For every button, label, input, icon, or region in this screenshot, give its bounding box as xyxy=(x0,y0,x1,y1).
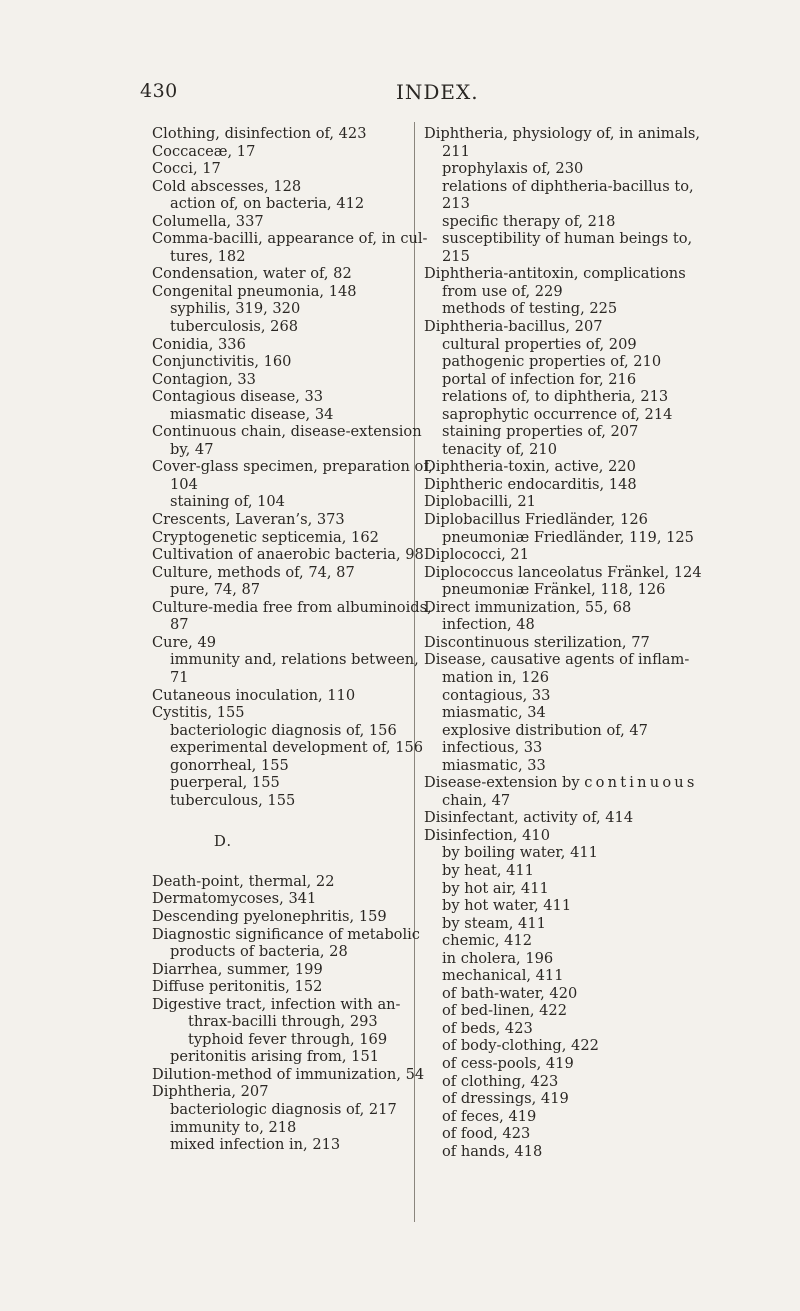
entry-text: Cold abscesses, 128 xyxy=(152,177,302,195)
index-subentry xyxy=(424,669,754,687)
index-entry xyxy=(424,125,754,143)
index-entry xyxy=(152,687,464,705)
entry-text: tenacity of, 210 xyxy=(442,440,557,458)
index-entry xyxy=(152,160,464,178)
index-subentry xyxy=(152,757,464,775)
index-entry xyxy=(152,873,464,891)
entry-text: Columella, 337 xyxy=(152,212,264,230)
index-subentry xyxy=(152,1013,464,1031)
entry-text: Condensation, water of, 82 xyxy=(152,265,352,283)
entry-text: by steam, 411 xyxy=(442,914,546,932)
index-entry xyxy=(424,511,754,529)
section-letter-d: D. xyxy=(213,832,233,851)
entry-text: action of, on bacteria, 412 xyxy=(170,195,365,213)
index-entry xyxy=(424,318,754,336)
entry-text: peritonitis arising from, 151 xyxy=(170,1048,380,1066)
entry-text: Continuous chain, disease-extension xyxy=(152,423,422,441)
index-subentry xyxy=(424,932,754,950)
entry-text: Cutaneous inoculation, 110 xyxy=(152,686,356,704)
index-subentry xyxy=(152,669,464,687)
index-subentry xyxy=(424,213,754,231)
entry-text: Comma-bacilli, appearance of, in cul- xyxy=(152,230,428,248)
index-entry xyxy=(424,265,754,283)
index-subentry xyxy=(424,388,754,406)
page-number: 430 xyxy=(140,80,178,102)
entry-text: Dermatomycoses, 341 xyxy=(152,890,317,908)
entry-text: mation in, 126 xyxy=(442,668,550,686)
index-entry xyxy=(424,546,754,564)
entry-text: Cure, 49 xyxy=(152,633,217,651)
index-subentry xyxy=(424,757,754,775)
entry-text: Discontinuous sterilization, 77 xyxy=(424,633,650,651)
entry-text: Diphtheria-antitoxin, complications xyxy=(424,265,686,283)
entry-text: Direct immunization, 55, 68 xyxy=(424,598,632,616)
index-subentry xyxy=(152,722,464,740)
entry-text: portal of infection for, 216 xyxy=(442,370,637,388)
entry-text: Dilution-method of immunization, 54 xyxy=(152,1065,425,1083)
index-subentry xyxy=(424,967,754,985)
entry-text-spaced: continuous xyxy=(584,774,698,792)
index-subentry xyxy=(424,353,754,371)
index-subentry xyxy=(424,178,754,196)
index-entry xyxy=(424,651,754,669)
entry-text: Culture, methods of, 74, 87 xyxy=(152,563,355,581)
entry-text: Diplobacillus Friedländer, 126 xyxy=(424,511,648,529)
entry-text: by boiling water, 411 xyxy=(442,844,598,862)
entry-text: tures, 182 xyxy=(170,247,246,265)
entry-text: cultural properties of, 209 xyxy=(442,335,637,353)
index-subentry xyxy=(424,950,754,968)
index-subentry xyxy=(424,300,754,318)
entry-text: contagious, 33 xyxy=(442,686,551,704)
entry-text: Disinfectant, activity of, 414 xyxy=(424,809,634,827)
index-subentry xyxy=(152,943,464,961)
index-entry xyxy=(152,143,464,161)
entry-text: of bed-linen, 422 xyxy=(442,1002,567,1020)
entry-text: pathogenic properties of, 210 xyxy=(442,353,662,371)
entry-text: products of bacteria, 28 xyxy=(170,943,348,961)
entry-text: Diphtheria-toxin, active, 220 xyxy=(424,458,636,476)
index-subentry xyxy=(424,897,754,915)
entry-text: tuberculous, 155 xyxy=(170,791,296,809)
index-subentry xyxy=(152,1101,464,1119)
entry-text: mixed infection in, 213 xyxy=(170,1136,341,1154)
index-subentry xyxy=(424,529,754,547)
index-subentry xyxy=(424,880,754,898)
index-subentry xyxy=(424,792,754,810)
entry-text: of clothing, 423 xyxy=(442,1072,559,1090)
entry-text: Diphtheria-bacillus, 207 xyxy=(424,318,603,336)
index-subentry xyxy=(152,1119,464,1137)
index-entry xyxy=(424,599,754,617)
entry-text: Clothing, disinfection of, 423 xyxy=(152,125,367,142)
entry-text: Conidia, 336 xyxy=(152,335,246,353)
entry-text: by hot air, 411 xyxy=(442,879,549,897)
entry-text: of hands, 418 xyxy=(442,1142,543,1160)
entry-text: puerperal, 155 xyxy=(170,774,280,792)
index-entry xyxy=(152,634,464,652)
entry-text: Diplococci, 21 xyxy=(424,546,529,564)
index-entry xyxy=(424,476,754,494)
index-subentry xyxy=(424,336,754,354)
entry-text: of feces, 419 xyxy=(442,1107,537,1125)
index-subentry xyxy=(424,862,754,880)
index-entry xyxy=(424,809,754,827)
entry-text: Disinfection, 410 xyxy=(424,826,550,844)
index-subentry xyxy=(152,493,464,511)
index-entry xyxy=(152,908,464,926)
entry-text: pneumoniæ Fränkel, 118, 126 xyxy=(442,581,666,599)
index-subentry xyxy=(152,581,464,599)
entry-text: Cultivation of anaerobic bacteria, 98 xyxy=(152,546,424,564)
index-subentry xyxy=(424,1108,754,1126)
entries-c xyxy=(152,125,464,809)
entry-text: 71 xyxy=(170,668,189,686)
index-entry xyxy=(152,926,464,944)
index-subentry xyxy=(424,406,754,424)
index-entry xyxy=(152,125,464,143)
index-entry xyxy=(152,353,464,371)
index-entry xyxy=(152,599,464,617)
entry-text: tuberculosis, 268 xyxy=(170,318,299,336)
index-subentry xyxy=(424,143,754,161)
entry-text: Diplobacilli, 21 xyxy=(424,493,536,511)
index-subentry xyxy=(424,1037,754,1055)
entry-text: Diplococcus lanceolatus Fränkel, 124 xyxy=(424,563,702,581)
index-entry xyxy=(152,996,464,1014)
entry-text: chemic, 412 xyxy=(442,932,533,950)
index-entry xyxy=(152,265,464,283)
index-entry xyxy=(152,458,464,476)
entry-text: Disease-extension by xyxy=(424,774,580,792)
index-subentry xyxy=(424,248,754,266)
entry-text: Diagnostic significance of metabolic xyxy=(152,925,420,943)
entry-text: Cocci, 17 xyxy=(152,160,221,178)
index-subentry xyxy=(152,476,464,494)
index-subentry xyxy=(152,406,464,424)
entry-text: by heat, 411 xyxy=(442,861,534,879)
entry-text: Coccaceæ, 17 xyxy=(152,142,256,160)
index-entry xyxy=(152,564,464,582)
entry-text: by, 47 xyxy=(170,440,214,458)
index-subentry xyxy=(424,1020,754,1038)
entry-text: chain, 47 xyxy=(442,791,511,809)
index-subentry xyxy=(152,441,464,459)
entry-text: 215 xyxy=(442,247,470,265)
entry-text: infection, 48 xyxy=(442,616,535,634)
entry-text: Disease, causative agents of inflam- xyxy=(424,651,690,669)
index-subentry xyxy=(152,792,464,810)
index-subentry xyxy=(424,844,754,862)
entry-text: saprophytic occurrence of, 214 xyxy=(442,405,673,423)
entry-text: of bath-water, 420 xyxy=(442,984,578,1002)
index-entry xyxy=(152,388,464,406)
entry-text: of body-clothing, 422 xyxy=(442,1037,599,1055)
index-entry xyxy=(152,978,464,996)
index-subentry xyxy=(152,616,464,634)
entry-text: Diphtheria, 207 xyxy=(152,1083,269,1101)
entry-text: 211 xyxy=(442,142,470,160)
index-entry xyxy=(152,1066,464,1084)
entry-text: in cholera, 196 xyxy=(442,949,554,967)
entry-text: Cystitis, 155 xyxy=(152,704,245,722)
entry-text: 104 xyxy=(170,475,198,493)
entry-text: Diphtheric endocarditis, 148 xyxy=(424,475,637,493)
entry-text: typhoid fever through, 169 xyxy=(188,1030,388,1048)
entry-text: relations of, to diphtheria, 213 xyxy=(442,388,669,406)
index-entry xyxy=(424,827,754,845)
entries-right xyxy=(424,125,754,1160)
index-entry xyxy=(424,774,754,792)
index-entry xyxy=(152,1083,464,1101)
index-entry xyxy=(152,213,464,231)
index-entry xyxy=(424,493,754,511)
index-subentry xyxy=(424,616,754,634)
index-entry xyxy=(152,230,464,248)
entry-text: Contagious disease, 33 xyxy=(152,388,324,406)
index-subentry xyxy=(424,1125,754,1143)
entry-text: miasmatic, 34 xyxy=(442,704,546,722)
entry-text: pneumoniæ Friedländer, 119, 125 xyxy=(442,528,694,546)
entry-text: methods of testing, 225 xyxy=(442,300,618,318)
entry-text: 87 xyxy=(170,616,189,634)
entry-text: thrax-bacilli through, 293 xyxy=(188,1013,378,1031)
entry-text: Contagion, 33 xyxy=(152,370,256,388)
index-subentry xyxy=(152,774,464,792)
index-subentry xyxy=(424,739,754,757)
index-entry xyxy=(152,283,464,301)
entry-text: susceptibility of human beings to, xyxy=(442,230,693,248)
index-entry xyxy=(152,529,464,547)
index-subentry xyxy=(152,1136,464,1154)
index-subentry xyxy=(152,318,464,336)
index-subentry xyxy=(424,581,754,599)
index-subentry xyxy=(424,230,754,248)
entry-text: immunity and, relations between, xyxy=(170,651,419,669)
index-subentry xyxy=(424,704,754,722)
index-subentry xyxy=(152,300,464,318)
index-subentry xyxy=(424,195,754,213)
entry-text: infectious, 33 xyxy=(442,739,543,757)
index-subentry xyxy=(424,371,754,389)
entry-text: pure, 74, 87 xyxy=(170,581,261,599)
index-subentry xyxy=(424,1002,754,1020)
entry-text: staining of, 104 xyxy=(170,493,285,511)
index-entry xyxy=(152,961,464,979)
index-entry xyxy=(424,458,754,476)
entry-text: 213 xyxy=(442,195,470,213)
entry-text: mechanical, 411 xyxy=(442,967,564,985)
index-subentry xyxy=(424,687,754,705)
index-subentry xyxy=(424,1143,754,1161)
entry-text: experimental development of, 156 xyxy=(170,739,424,757)
index-subentry xyxy=(424,160,754,178)
entry-text: specific therapy of, 218 xyxy=(442,212,616,230)
entry-text: prophylaxis of, 230 xyxy=(442,160,584,178)
index-entry xyxy=(424,634,754,652)
entry-text: Diarrhea, summer, 199 xyxy=(152,960,323,978)
index-subentry xyxy=(152,1031,464,1049)
index-subentry xyxy=(424,441,754,459)
index-subentry xyxy=(424,1090,754,1108)
entry-text: Death-point, thermal, 22 xyxy=(152,872,335,890)
index-subentry xyxy=(152,1048,464,1066)
entry-text: bacteriologic diagnosis of, 217 xyxy=(170,1100,397,1118)
entry-text: relations of diphtheria-bacillus to, xyxy=(442,177,694,195)
entry-text: Congenital pneumonia, 148 xyxy=(152,282,357,300)
entry-text: by hot water, 411 xyxy=(442,897,572,915)
entry-text: Diffuse peritonitis, 152 xyxy=(152,978,323,996)
index-subentry xyxy=(152,651,464,669)
index-subentry xyxy=(152,739,464,757)
entry-text: of food, 423 xyxy=(442,1125,531,1143)
entry-text: Crescents, Laveran’s, 373 xyxy=(152,511,345,529)
page-header xyxy=(0,80,800,110)
index-subentry xyxy=(424,1055,754,1073)
entry-text: Cryptogenetic septicemia, 162 xyxy=(152,528,379,546)
entry-text: Diphtheria, physiology of, in animals, xyxy=(424,125,700,142)
index-entry xyxy=(152,546,464,564)
entry-text: staining properties of, 207 xyxy=(442,423,639,441)
entry-text: gonorrheal, 155 xyxy=(170,756,289,774)
index-column-right xyxy=(424,125,754,1160)
entry-text: Cover-glass specimen, preparation of, xyxy=(152,458,433,476)
entry-text: Conjunctivitis, 160 xyxy=(152,353,292,371)
index-column-left xyxy=(152,125,464,1154)
index-subentry xyxy=(424,423,754,441)
index-entry xyxy=(152,423,464,441)
entry-text: Descending pyelonephritis, 159 xyxy=(152,907,387,925)
entry-text: from use of, 229 xyxy=(442,282,563,300)
index-entry xyxy=(152,511,464,529)
entry-text: immunity to, 218 xyxy=(170,1118,297,1136)
entry-text: of beds, 423 xyxy=(442,1019,533,1037)
index-entry xyxy=(152,371,464,389)
index-entry xyxy=(152,890,464,908)
index-subentry xyxy=(152,248,464,266)
index-entry xyxy=(424,564,754,582)
entry-text: bacteriologic diagnosis of, 156 xyxy=(170,721,397,739)
entry-text: explosive distribution of, 47 xyxy=(442,721,648,739)
index-entry xyxy=(152,704,464,722)
entry-text: miasmatic, 33 xyxy=(442,756,546,774)
index-subentry xyxy=(424,283,754,301)
entry-text: of dressings, 419 xyxy=(442,1090,569,1108)
entry-text: of cess-pools, 419 xyxy=(442,1054,574,1072)
entries-d xyxy=(152,873,464,1154)
index-subentry xyxy=(424,985,754,1003)
index-subentry xyxy=(424,1073,754,1091)
index-entry xyxy=(152,178,464,196)
entry-text: miasmatic disease, 34 xyxy=(170,405,334,423)
index-subentry xyxy=(152,195,464,213)
index-subentry xyxy=(424,915,754,933)
entry-text: Digestive tract, infection with an- xyxy=(152,995,401,1013)
index-entry xyxy=(152,336,464,354)
entry-text: Culture-media free from albuminoids, xyxy=(152,598,432,616)
index-subentry xyxy=(424,722,754,740)
entry-text: syphilis, 319, 320 xyxy=(170,300,301,318)
running-title: INDEX. xyxy=(396,80,479,104)
